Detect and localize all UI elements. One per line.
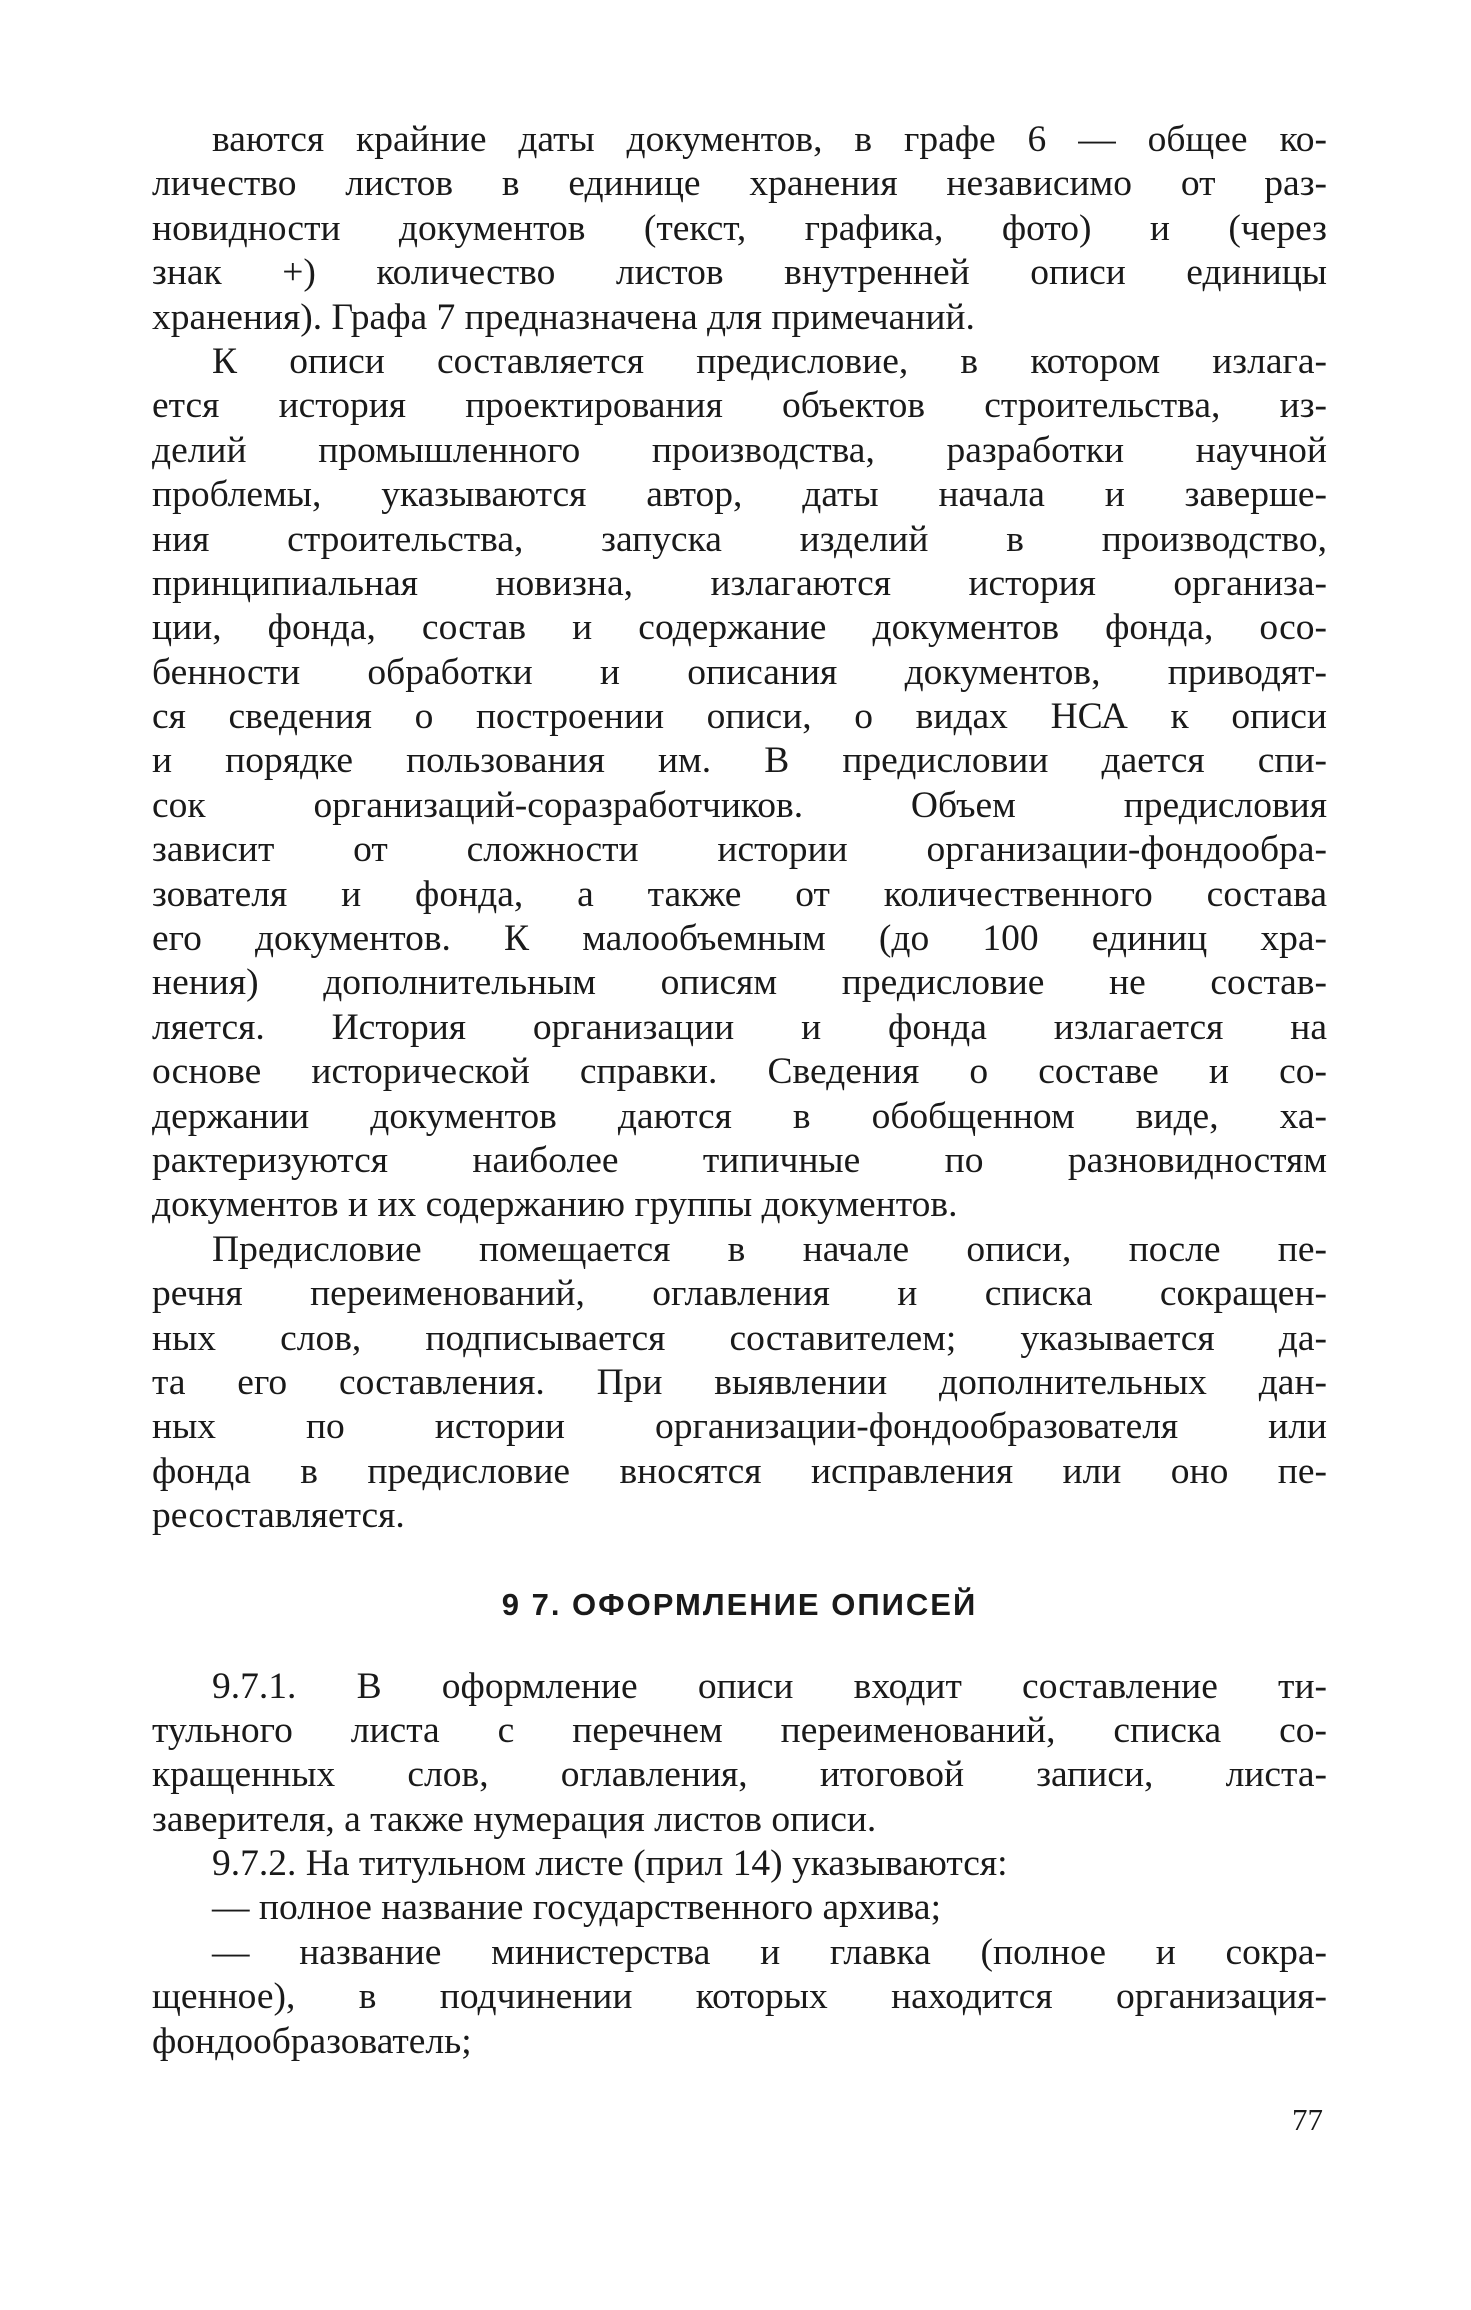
text-line: его документов. К малообъемным (до 100 единиц хра- — [152, 918, 1327, 960]
text-line: бенности обработки и описания документов, приводят- — [152, 651, 1327, 693]
text-line: кращенных слов, оглавления, итоговой записи, листа- — [152, 1754, 1327, 1796]
text-line: рактеризуются наиболее типичные по разновидностям — [152, 1139, 1327, 1181]
paragraph — [152, 1842, 1327, 1886]
text-line: ции, фонда, состав и содержание документов фонда, осо- — [152, 607, 1327, 649]
text-line: сок организаций-соразработчиков. Объем предисловия — [152, 784, 1327, 826]
text-line: хранения). Графа 7 предназначена для примечаний. — [152, 296, 975, 338]
paragraph — [152, 1228, 1327, 1539]
text-line: ния строительства, запуска изделий в производство, — [152, 518, 1327, 560]
text-line: ляется. История организации и фонда излагается на — [152, 1006, 1327, 1048]
text-line: К описи составляется предисловие, в котором излага- — [212, 340, 1327, 382]
paragraph — [152, 118, 1327, 340]
text-line: зависит от сложности истории организации-фондообра- — [152, 829, 1327, 871]
text-line: ных по истории организации-фондообразователя или — [152, 1406, 1327, 1448]
page-body — [152, 118, 1327, 2064]
text-line: фондообразователь; — [152, 2020, 472, 2062]
text-line: ся сведения о построении описи, о видах НСА к описи — [152, 696, 1327, 738]
text-line: нения) дополнительным описям предисловие не состав- — [152, 962, 1327, 1004]
text-line: зователя и фонда, а также от количественного состава — [152, 873, 1327, 915]
text-block-top — [152, 118, 1327, 1539]
text-line: 9.7.1. В оформление описи входит составление ти- — [212, 1665, 1327, 1707]
text-line: принципиальная новизна, излагаются история организа- — [152, 562, 1327, 604]
text-line: заверителя, а также нумерация листов описи. — [152, 1798, 877, 1840]
paragraph — [152, 1886, 1327, 1930]
text-line: — название министерства и главка (полное и сокра- — [212, 1931, 1327, 1973]
text-line: — полное название государственного архива; — [212, 1887, 941, 1929]
text-line: ваются крайние даты документов, в графе 6 — общее ко- — [212, 119, 1327, 160]
text-line: фонда в предисловие вносятся исправления или оно пе- — [152, 1450, 1327, 1492]
text-block-bottom — [152, 1665, 1327, 2065]
text-line: речня переименований, оглавления и списка сокращен- — [152, 1273, 1327, 1315]
text-line: новидности документов (текст, графика, фото) и (через — [152, 207, 1327, 249]
text-line: основе исторической справки. Сведения о составе и со- — [152, 1051, 1327, 1093]
text-line: 9.7.2. На титульном листе (прил 14) указываются: — [212, 1843, 1008, 1885]
text-line: та его составления. При выявлении дополнительных дан- — [152, 1361, 1327, 1403]
text-line: и порядке пользования им. В предисловии дается спи- — [152, 740, 1327, 782]
text-line: делий промышленного производства, разработки научной — [152, 429, 1327, 471]
page-number: 77 — [1292, 2102, 1323, 2137]
text-line: щенное), в подчинении которых находится организация- — [152, 1976, 1327, 2018]
section-heading: 9 7. ОФОРМЛЕНИЕ ОПИСЕЙ — [501, 1586, 978, 1622]
text-line: личество листов в единице хранения независимо от раз- — [152, 163, 1327, 205]
text-line: держании документов даются в обобщенном виде, ха- — [152, 1095, 1327, 1137]
text-line: ется история проектирования объектов строительства, из- — [152, 385, 1327, 427]
text-line: ных слов, подписывается составителем; указывается да- — [152, 1317, 1327, 1359]
text-line: знак +) количество листов внутренней описи единицы — [152, 252, 1327, 294]
text-line: Предисловие помещается в начале описи, после пе- — [212, 1228, 1327, 1270]
text-line: тульного листа с перечнем переименований, списка со- — [152, 1709, 1327, 1751]
text-line: проблемы, указываются автор, даты начала и заверше- — [152, 474, 1327, 516]
paragraph — [152, 340, 1327, 1228]
paragraph — [152, 1665, 1327, 1843]
text-line: документов и их содержанию группы документов. — [152, 1184, 958, 1226]
paragraph — [152, 1931, 1327, 2064]
text-line: ресоставляется. — [152, 1495, 405, 1537]
